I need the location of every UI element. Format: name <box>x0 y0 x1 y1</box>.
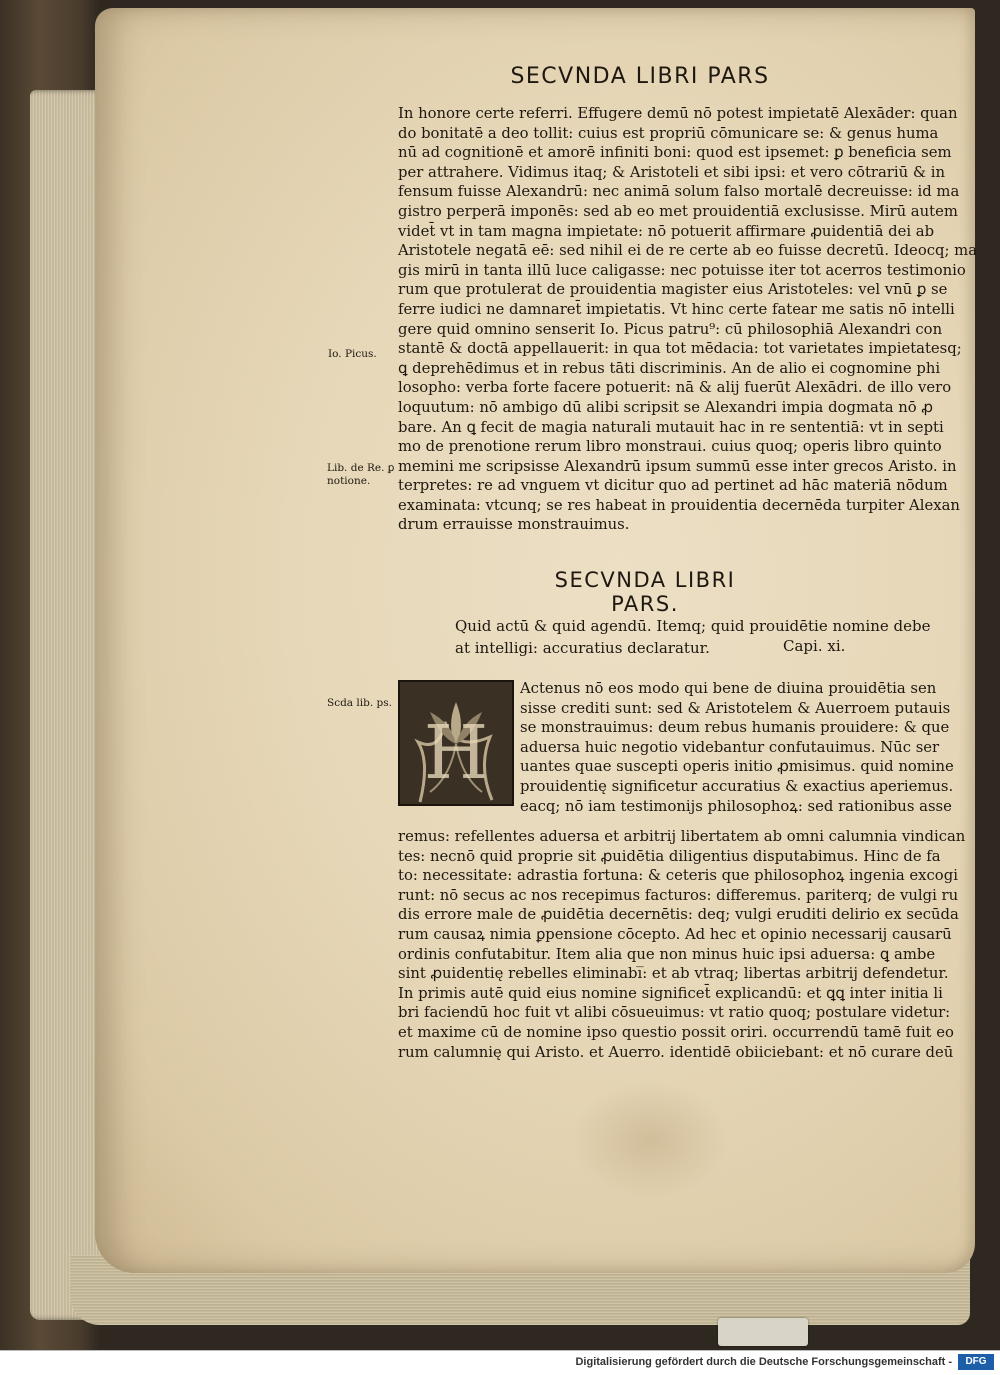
text-line: Actenus nō eos modo qui bene de diuina prouidētia sen <box>520 680 937 697</box>
svg-text:H: H <box>423 710 489 796</box>
text-line: dis errore male de ꝓuidētia decernētis: deq; vulgi eruditi delirio ex secūda <box>398 906 959 924</box>
text-line: loquutum: nō ambigo dū alibi scripsit se Alexandri impia dogmata nō ꝓ <box>398 398 933 416</box>
marginal-note-line: notione. <box>327 475 371 487</box>
text-line: ferre iudici ne damnaret̄ impietatis. Vt hinc certe fatear me satis nō intelli <box>398 300 955 318</box>
text-line: at intelligi: accuratius declaratur. <box>455 639 710 657</box>
text-line: prouidentię significetur accuratius & exactius aperiemus. <box>520 777 954 795</box>
text-line: aduersa huic negotio videbantur confutauimus. Nūc ser <box>520 738 940 756</box>
text-line: bare. An ꝗ fecit de magia naturali mutauit hac in re sententiā: vt in septi <box>398 418 944 436</box>
text-line: nū ad cognitionē et amorē infiniti boni: quod est ipsemet: ꝑ beneficia sem <box>398 144 952 162</box>
bookmark-tab <box>718 1318 808 1346</box>
text-line: gere quid omnino senserit Io. Picus patru⁹: cū philosophiā Alexandri con <box>398 320 943 338</box>
text-line: se monstrauimus: deum rebus humanis prouidere: & que <box>520 719 950 737</box>
text-line: gistro perperā imponēs: sed ab eo met prouidentiā exclusisse. Mirū autem <box>398 202 958 220</box>
text-line: Quid actū & quid agendū. Itemq; quid prouidētie nomine debe <box>455 617 931 635</box>
decorated-initial-h <box>398 680 514 806</box>
floral-initial-icon <box>400 682 512 804</box>
chapter-title <box>455 615 930 659</box>
main-text-block <box>398 104 977 535</box>
chapter-body-text <box>398 827 965 1062</box>
paper-stain <box>570 1080 730 1200</box>
marginal-note-lib-de-re <box>327 462 394 488</box>
text-line: rum calumnię qui Aristo. et Auerro. identidē obiiciebant: et nō curare deū <box>398 1043 954 1061</box>
text-line: losopho: verba forte facere potuerit: nā & alij fuerūt Alexādri. de illo vero <box>398 379 952 397</box>
text-line: do bonitatē a deo tollit: cuius est propriū cōmunicare se: & genus huma <box>398 124 939 142</box>
text-line: rum que protulerat de prouidentia magister eius Aristoteles: vel vnū ꝑ se <box>398 281 948 299</box>
text-line: stantē & doctā appellauerit: in qua tot mēdacia: tot varietates impietatesq; <box>398 340 962 358</box>
dfg-logo: DFG <box>958 1354 994 1370</box>
text-line: In honore certe referri. Effugere demū nō potest impietatē Alexāder: quan <box>398 105 958 122</box>
text-line: bri faciendū hoc fuit vt alibi cōsueuimus: vt ratio quoq; postulare videtur: <box>398 1004 951 1022</box>
chapter-number: Capi. xi. <box>783 637 846 655</box>
text-line: sint ꝓuidentię rebelles eliminabi̅: et ab vtraq; libertas arbitrij defendetur. <box>398 965 949 983</box>
text-line: drum errauisse monstrauimus. <box>398 516 630 534</box>
section-heading: SECVNDA LIBRI PARS. <box>554 568 736 616</box>
text-line: sisse crediti sunt: sed & Aristotelem & Auerroem putauis <box>520 699 951 717</box>
text-line: terpretes: re ad vnguem vt dicitur quo ad pertinet ad hāc materiā nōdum <box>398 477 948 495</box>
text-line: mo de prenotione rerum libro monstraui. cuius quoq; operis libro quinto <box>398 438 942 456</box>
running-head: SECVNDA LIBRI PARS <box>510 64 770 89</box>
text-line: runt: nō secus ac nos recepimus facturos: differemus. pariterq; de vulgi ru <box>398 886 959 904</box>
text-line: ordinis confutabitur. Item alia que non minus huic ipsi aduersa: ꝗ ambe <box>398 945 936 963</box>
funding-credit: Digitalisierung gefördert durch die Deutsche Forschungsgemeinschaft - <box>575 1356 952 1368</box>
text-line: uantes quae suscepti operis initio ꝓmisimus. quid nomine <box>520 758 954 776</box>
text-line: examinata: vtcunq; se res habeat in prouidentia decernēda turpiter Alexan <box>398 496 960 514</box>
text-line: fensum fuisse Alexandrū: nec animā solum falso mortalē decreuisse: id ma <box>398 183 960 201</box>
text-line: tes: necnō quid proprie sit ꝓuidētia diligentius disputabimus. Hinc de fa <box>398 847 941 865</box>
marginal-note-line: Lib. de Re. ꝑ <box>327 462 395 474</box>
chapter-opening-lines <box>520 679 954 816</box>
text-line: ꝗ deprehēdimus et in rebus tāti discriminis. An de alio ei cognomine phi <box>398 359 941 377</box>
marginal-note-picus: Io. Picus. <box>328 348 377 360</box>
text-line: per attrahere. Vidimus itaq; & Aristoteli et sibi ipsi: et vero cōtrariū & in <box>398 163 945 181</box>
text-line: In primis autē quid eius nomine significet̄ explicandū: et ꝗꝗ inter initia li <box>398 984 943 1002</box>
text-line: to: necessitate: adrastia fortuna: & ceteris que philosophoꝝ ingenia excogi <box>398 867 958 885</box>
text-line: remus: refellentes aduersa et arbitrij libertatem ab omni calumnia vindican <box>398 828 966 845</box>
footer-bar <box>0 1350 1000 1375</box>
text-line: et maxime cū de nomine ipso questio possit oriri. occurrendū tamē fuit eo <box>398 1023 954 1041</box>
text-line: memini me scripsisse Alexandrū ipsum summū esse inter grecos Aristo. in <box>398 457 957 475</box>
marginal-note-scda: Scda lib. ps. <box>327 697 392 709</box>
text-line: gis mirū in tanta illū luce caligasse: nec potuisse iter tot acerros testimonio <box>398 261 966 279</box>
text-line: videt̄ vt in tam magna impietate: nō potuerit affirmare ꝓuidentiā dei ab <box>398 222 935 240</box>
text-line: rum causaꝝ nimia ꝑpensione cōcepto. Ad hec et opinio necessarij causarū <box>398 925 952 943</box>
text-line: eacq; nō iam testimonijs philosophoꝝ: sed rationibus asse <box>520 797 952 815</box>
text-line: Aristotele negatā eē: sed nihil ei de re certe ab eo fuisse decretū. Ideocq; ma <box>398 242 978 260</box>
